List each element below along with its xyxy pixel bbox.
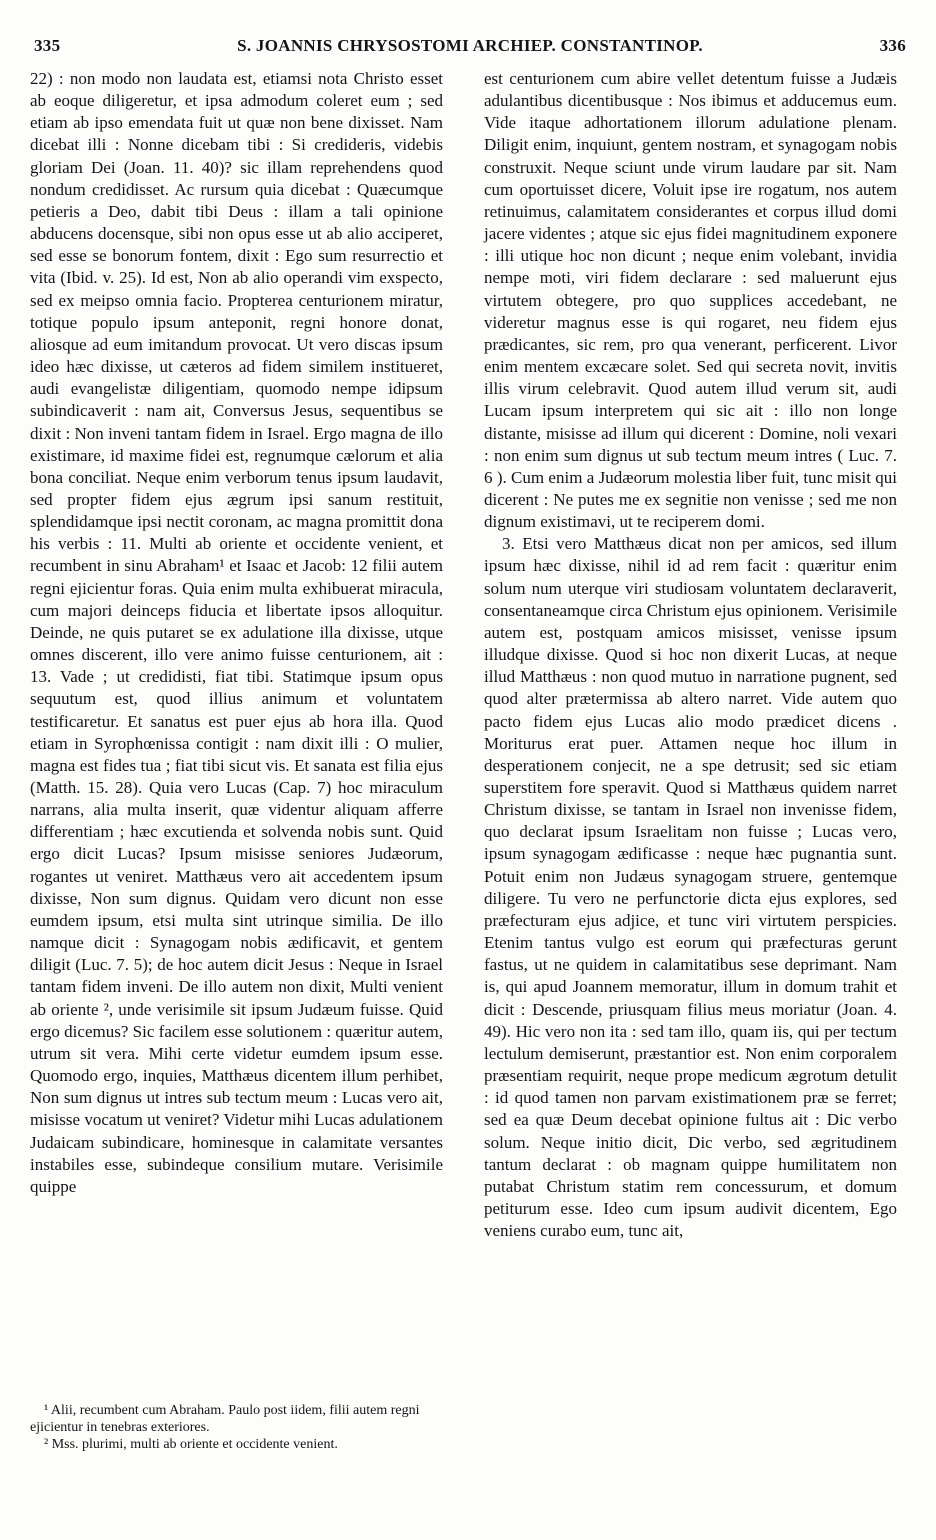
left-paragraph-1: 22) : non modo non laudata est, etiamsi nota Christo esset ab eoque diligeretur, et ipsa admodum coleret eum ; sed etiam ab ipso emendata fuit ut quæ non bene dixisset. Nam dicebat illi : Nonne dicebam tibi : Si credideris, videbis gloriam Dei (Joan. 11. 40)? sic illam reprehendens quod nondum credidisset. Ac rursum quia dicebat : Quæcumque petieris a Deo, dabit tibi Deus : illam a tali opinione abducens docensque, sibi non opus esse ut ab alio acciperet, sed esse se bonorum fontem, dixit : Ego sum resurrectio et vita (Ibid. v. 25). Id est, Non ab alio operandi vim exspecto, sed ex meipso omnia facio. Propterea centurionem miratur, totique populo ipsum anteponit, regni honore donat, aliosque ad eum imitandum provocat. Ut vero discas ipsum ideo hæc dixisse, ut cæteros ad fidem similem institueret, audi evangelistæ diligentiam, quomodo nempe idipsum subindicaverit : nam ait, Conversus Jesus, sequentibus se dixit : Non inveni tantam fidem in Israel. Ergo magna de illo existimare, id maxime fidei est, regnumque cælorum et alia bona conciliat. Neque enim verborum tenus ipsum laudavit, sed propter fidem ejus ægrum ipsi sanum restituit, splendidamque ipsi nectit coronam, ac magna promittit dona his verbis : 11. Multi ab oriente et occidente venient, et recumbent in sinu Abraham¹ et Isaac et Jacob: 12 filii autem regni ejicientur foras. Quia enim multa exhibuerat miracula, cum majori deinceps fiducia et libertate ipsos alloquitur. Deinde, ne quis putaret se ex adulatione illa dixisse, utque omnes discerent, illo vere animo fuisse centurionem, ait : 13. Vade ; ut credidisti, fiat tibi. Statimque ipsum opus sequutum est, quod illius animum et voluntatem testificaretur. Et sanatus est puer ejus ab hora illa. Quod etiam in Syrophœnissa contigit : nam dixit illi : O mulier, magna est fides tua ; fiat tibi sicut vis. Et sanata est filia ejus (Matth. 15. 28). Quia vero Lucas (Cap. 7) hoc miraculum narrans, alia multa inserit, quæ videntur aliquam afferre differentiam ; hæc excutienda et solvenda nobis sunt. Quid ergo dicit Lucas? Ipsum misisse seniores Judæorum, rogantes ut veniret. Matthæus vero ait accedentem ipsum dixisse, Non sum dignus. Quidam vero dicunt non esse eumdem ipsum, etsi multa sint utrinque similia. De illo namque dicit : Synagogam nobis ædificavit, et gentem diligit (Luc. 7. 5); de hoc autem dicit Jesus : Neque in Israel tantam fidem inveni. De illo autem non dixit, Multi venient ab oriente ², unde verisimile sit ipsum Judæum fuisse. Quid ergo dicemus? Sic facilem esse solutionem : quæritur autem, utrum sit vera. Mihi certe videtur eumdem ipsum esse. Quomodo ergo, inquies, Matthæus dicentem illum perhibet, Non sum dignus ut intres sub tectum meum : Lucas vero ait, misisse vocatum ut veniret? Videtur mihi Lucas adulationem Judaicam subindicare, hominesque in calamitate versantes instabiles esse, subindeque consilium mutare. Verisimile quippe — [30, 69, 443, 1196]
right-paragraph-2: 3. Etsi vero Matthæus dicat non per amicos, sed illum ipsum hæc dixisse, nihil id ad rem facit : quæritur enim solum num uterque viri studiosam voluntatem declaraverit, consentaneamque circa Christum ejus opinionem. Verisimile autem est, postquam amicos misisset, venisse ipsum illudque dixisse. Quod si hoc non dixerit Lucas, at neque illud Matthæus : non quod mutuo in narratione pugnent, sed quod alter prætermissa ab altero narret. Vide autem quo pacto fidem ejus Lucas alio modo prædicet dicens . Moriturus erat puer. Attamen neque hoc illum in desperationem conjecit, ne a spe detrusit; sed sic etiam superstitem fore speravit. Quod si Matthæus quidem narret Christum dixisse, se tantam in Israel non invenisse fidem, quo declarat ipsum Israelitam non fuisse ; Lucas vero, ipsum synagogam ædificasse : neque hæc pugnantia sunt. Potuit enim non Judæus synagogam struere, gentemque diligere. Tu vero ne perfunctorie dicta ejus explores, sed præfecturam ejus adjice, et tunc viri virtutem perspicies. Etenim tantus vulgo est eorum qui præfecturas gerunt fastus, ut ne quidem in calamitatibus sese deprimant. Nam is, qui apud Joannem memoratur, illum in domum trahit et dicit : Descende, priusquam filius meus moriatur (Joan. 4. 49). Hic vero non ita : sed tam illo, quam iis, qui per tectum lectulum demiserunt, præstantior est. Non enim corporalem præsentiam requirit, neque prope medicum ægrotum detulit : id quod tamen non parvam existimationem præ se ferret; sed ea quæ Deum decebat opinione fultus ait : Dic verbo solum. Neque initio dicit, Dic verbo, sed ægritudinem tantum declarat : ob magnam quippe humilitatem non putabat Christum statim rem concessurum, et domum petiturum esse. Ideo cum ipsum audivit dicentem, Ego veniens curabo eum, tunc ait, — [484, 534, 897, 1241]
footnotes — [30, 1402, 443, 1453]
right-column — [484, 68, 897, 1242]
page-number-right: 336 — [879, 36, 906, 55]
running-head — [34, 36, 906, 60]
footnote-1: ¹ Alii, recumbent cum Abraham. Paulo post iidem, filii autem regni ejicientur in tenebras exteriores. — [30, 1403, 420, 1435]
page-number-left: 335 — [34, 36, 61, 55]
right-paragraph-1: est centurionem cum abire vellet detentum fuisse a Judæis adulantibus dicentibusque : Nos ibimus et adducemus eum. Vide itaque adhortationem illorum adulatione plenam. Diligit enim, inquiunt, gentem nostram, et synagogam nobis construxit. Neque sciunt unde virum laudare par sit. Nam cum oportuisset dicere, Voluit ipse ire rogatum, nos autem retinuimus, calamitatem considerantes et corpus illud domi jacere videntes ; atque sic ejus fidei magnitudinem exponere : illi utique hoc non dicunt ; neque enim volebant, invidia nempe moti, viri fidem declarare : sed maluerunt ejus virtutem obtegere, pro quo supplices accedebant, ne videretur magnus esse is qui rogaret, neu fidem ejus prædicantes, sic rem, pro qua venerant, perficerent. Livor enim mentem excæcare solet. Sed qui secreta novit, invitis illis virum celebravit. Quod autem illud verum sit, audi Lucam ipsum interpretem qui sic ait : illo non longe distante, misisse ad illum qui dicerent : Domine, noli vexari : non enim sum dignus ut sub tectum meum intres ( Luc. 7. 6 ). Cum enim a Judæorum molestia liber fuit, tunc misit qui dicerent : Ne putes me ex segnitie non venisse ; sed me non dignum existimavi, ut te reciperem domi. — [484, 69, 897, 532]
running-title: S. JOANNIS CHRYSOSTOMI ARCHIEP. CONSTANTINOP. — [237, 36, 703, 55]
footnote-2: ² Mss. plurimi, multi ab oriente et occidente venient. — [44, 1437, 338, 1452]
left-column — [30, 68, 443, 1198]
